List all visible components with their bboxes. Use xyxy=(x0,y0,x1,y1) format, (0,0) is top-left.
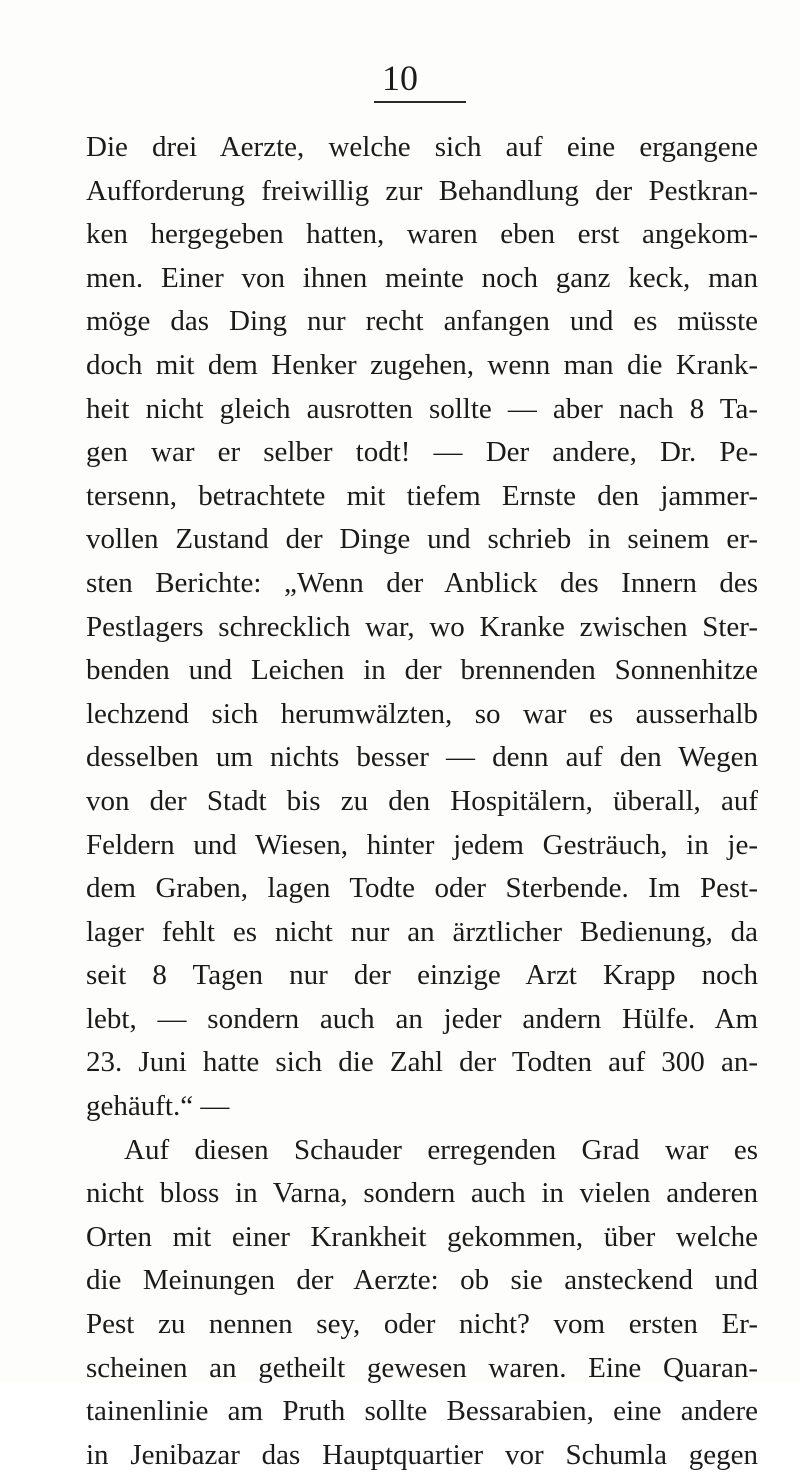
text-line: doch mit dem Henker zugehen, wenn man die Krank- xyxy=(86,348,758,381)
text-line: sten Berichte: „Wenn der Anblick des Innern des xyxy=(86,566,758,599)
text-line: men. Einer von ihnen meinte noch ganz keck, man xyxy=(86,261,758,294)
text-line-paragraph-start: Auf diesen Schauder erregenden Grad war es xyxy=(124,1133,758,1166)
text-line: Orten mit einer Krankheit gekommen, über welche xyxy=(86,1220,758,1253)
text-line: lager fehlt es nicht nur an ärztlicher Bedienung, da xyxy=(86,915,758,948)
text-line: benden und Leichen in der brennenden Sonnenhitze xyxy=(86,654,758,687)
text-line: vollen Zustand der Dinge und schrieb in seinem er- xyxy=(86,523,758,556)
text-line: dem Graben, lagen Todte oder Sterbende. Im Pest- xyxy=(86,872,758,905)
text-line: nicht bloss in Varna, sondern auch in vielen anderen xyxy=(86,1177,758,1210)
text-line: desselben um nichts besser — denn auf den Wegen xyxy=(86,741,758,774)
text-line: die Meinungen der Aerzte: ob sie ansteckend und xyxy=(86,1264,758,1297)
text-line: heit nicht gleich ausrotten sollte — aber nach 8 Ta- xyxy=(86,392,758,425)
text-line: Feldern und Wiesen, hinter jedem Gesträuch, in je- xyxy=(86,828,758,861)
text-line: gen war er selber todt! — Der andere, Dr. Pe- xyxy=(86,436,758,469)
text-line: von der Stadt bis zu den Hospitälern, überall, auf xyxy=(86,784,758,817)
text-line: in Jenibazar das Hauptquartier vor Schumla gegen xyxy=(86,1438,758,1471)
text-line: scheinen an getheilt gewesen waren. Eine Quaran- xyxy=(86,1351,758,1384)
text-line: tersenn, betrachtete mit tiefem Ernste den jammer- xyxy=(86,479,758,512)
text-line: Pest zu nennen sey, oder nicht? vom ersten Er- xyxy=(86,1308,758,1341)
text-line-paragraph-end: gehäuft.“ — xyxy=(86,1090,230,1123)
text-line: tainenlinie am Pruth sollte Bessarabien, eine andere xyxy=(86,1395,758,1428)
text-line: Aufforderung freiwillig zur Behandlung der Pestkran- xyxy=(86,174,758,207)
text-line: möge das Ding nur recht anfangen und es müsste xyxy=(86,305,758,338)
page-number-rule xyxy=(374,101,466,103)
page-number: 10 xyxy=(382,58,418,98)
text-line: 23. Juni hatte sich die Zahl der Todten auf 300 an- xyxy=(86,1046,758,1079)
text-line: lechzend sich herumwälzten, so war es ausserhalb xyxy=(86,697,758,730)
text-line: Die drei Aerzte, welche sich auf eine ergangene xyxy=(86,131,758,163)
text-line: ken hergegeben hatten, waren eben erst angekom- xyxy=(86,218,758,251)
text-line: seit 8 Tagen nur der einzige Arzt Krapp noch xyxy=(86,959,758,992)
body-text xyxy=(86,126,758,1477)
text-line: Pestlagers schrecklich war, wo Kranke zwischen Ster- xyxy=(86,610,758,643)
text-line: lebt, — sondern auch an jeder andern Hülfe. Am xyxy=(86,1002,758,1035)
